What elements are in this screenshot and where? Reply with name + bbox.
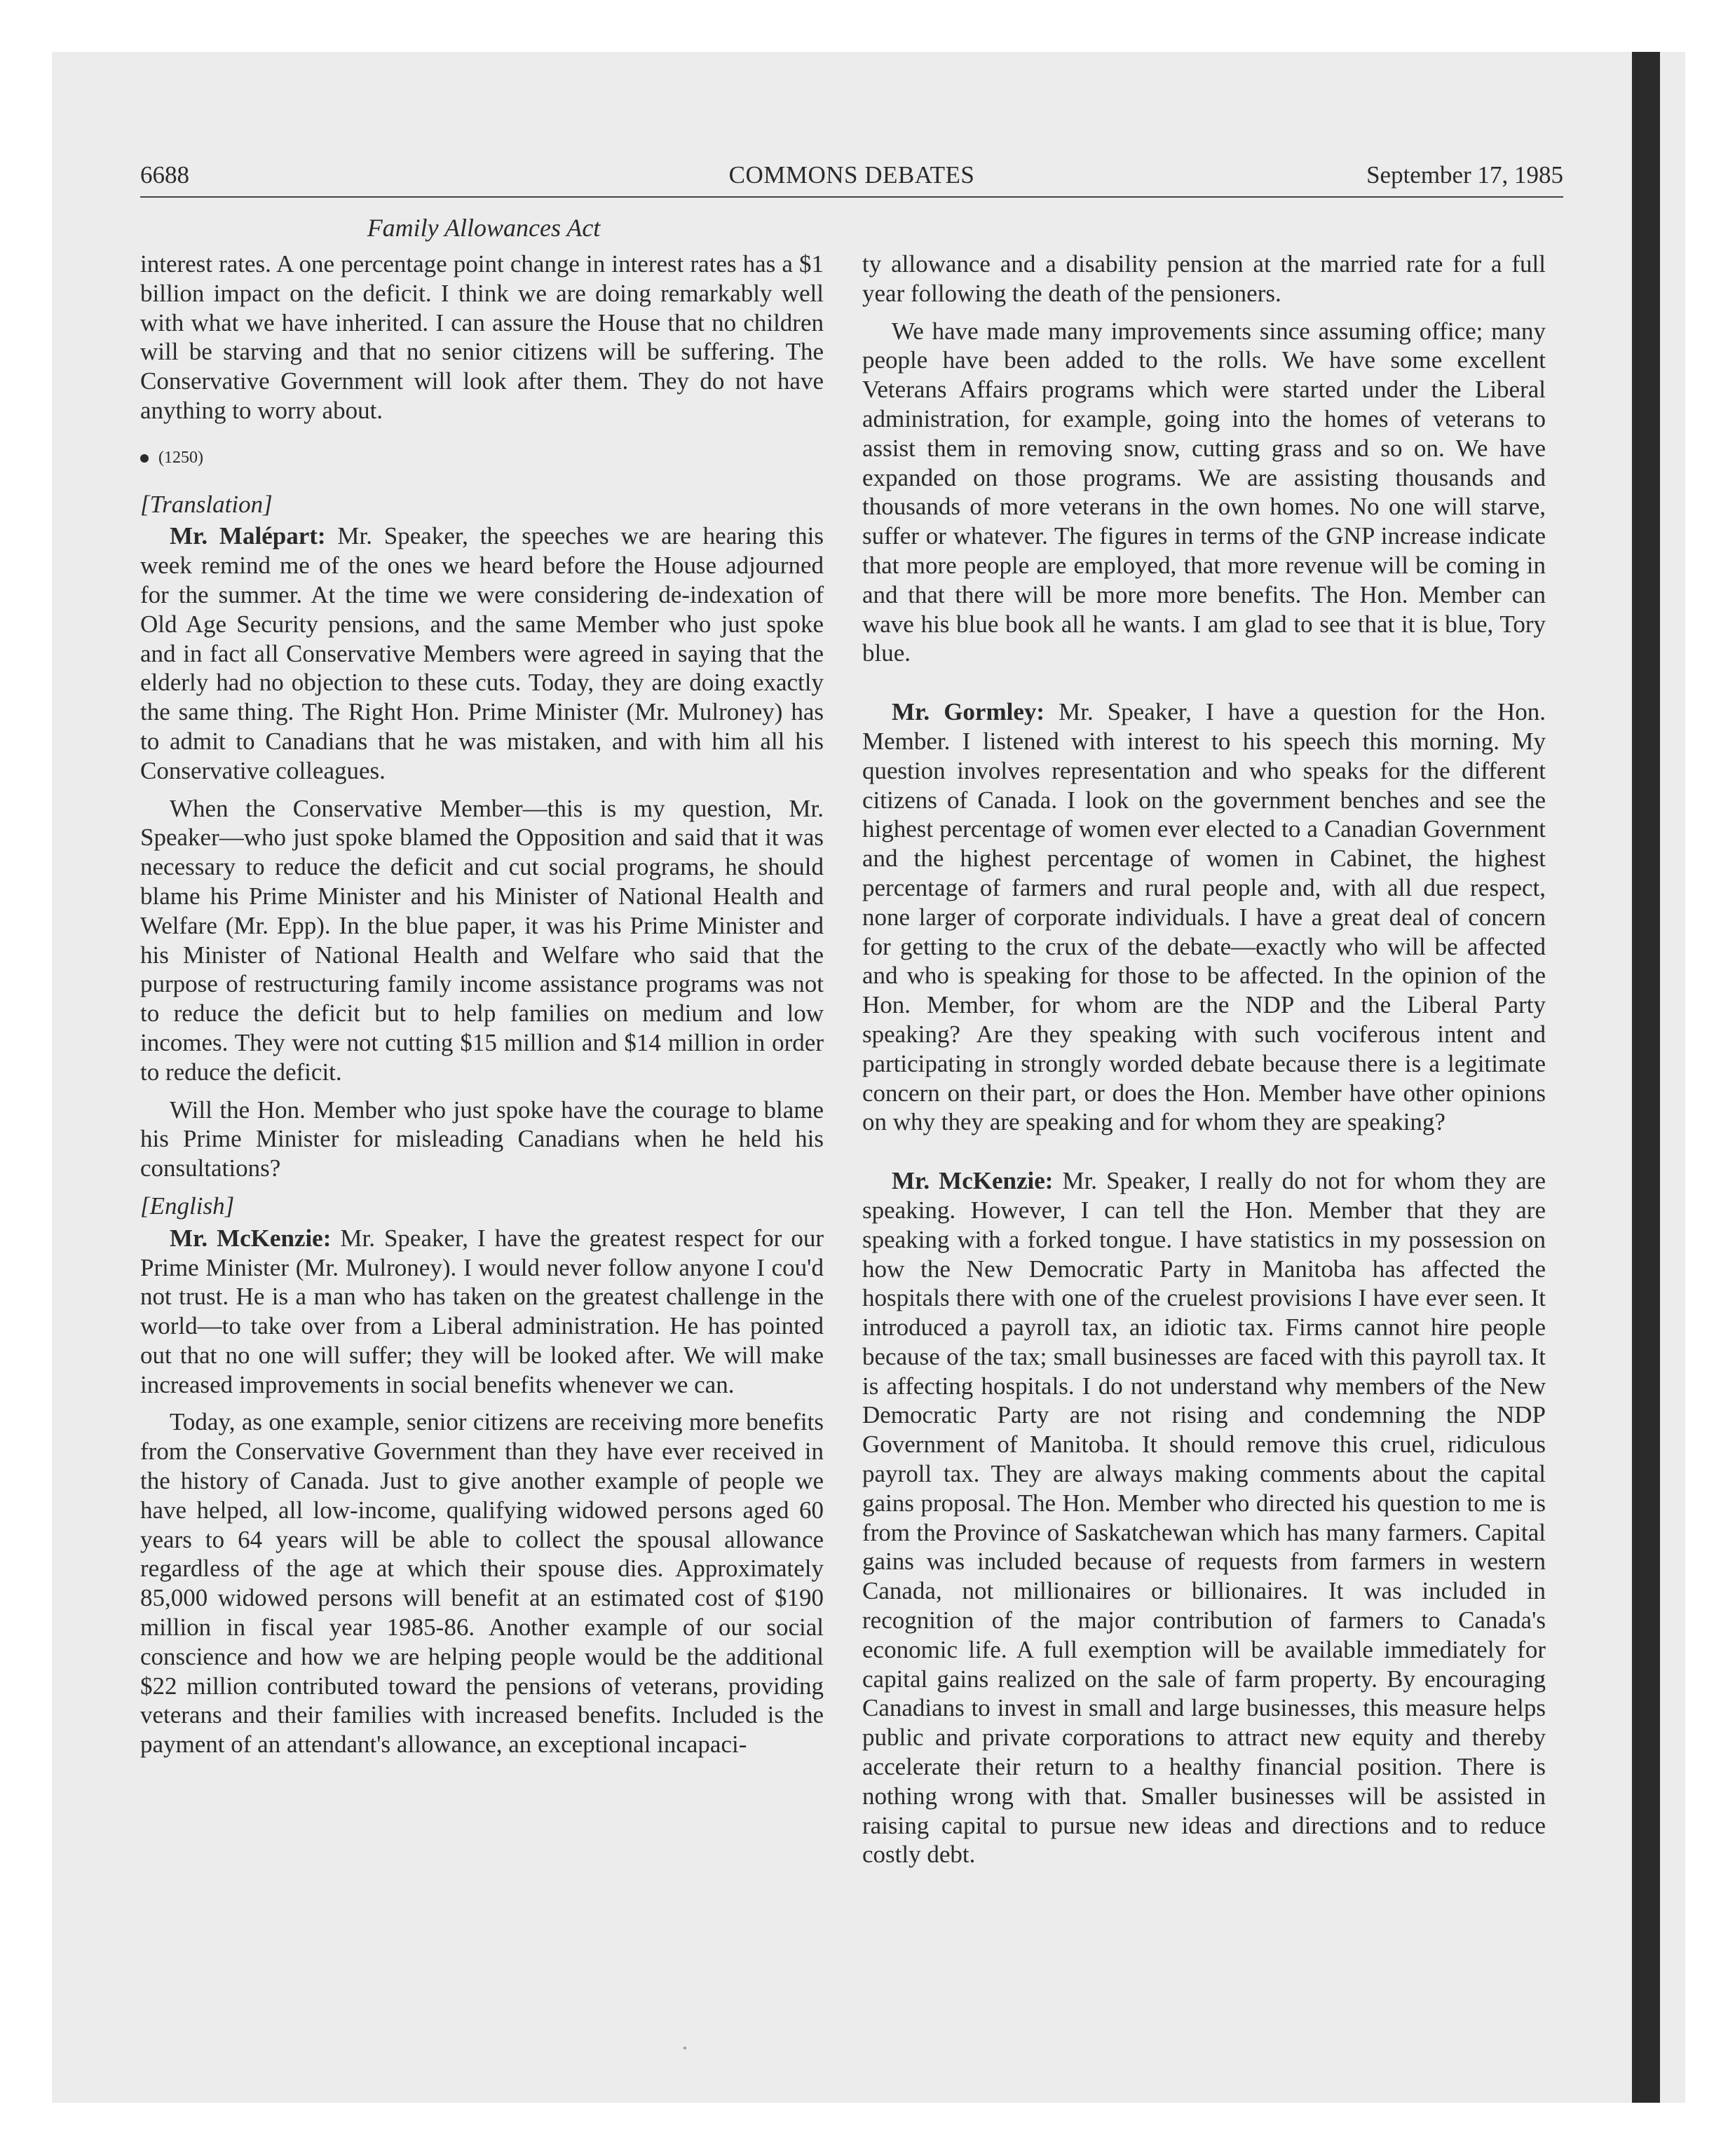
- running-title: Family Allowances Act: [367, 214, 601, 242]
- speaker-name: Mr. McKenzie:: [892, 1167, 1054, 1195]
- paragraph: [140, 521, 824, 785]
- page-number: 6688: [140, 161, 189, 189]
- paragraph: [862, 697, 1546, 1137]
- paragraph: Will the Hon. Member who just spoke have the courage to blame his Prime Minister for misleading Canadians when he held his consultations?: [140, 1096, 824, 1182]
- paragraph: interest rates. A one percentage point change in interest rates has a $1 billion impact on the deficit. I think we are doing remarkably well with what we have inherited. I can assure the House that no children will be starving and that no senior citizens will be suffering. The Conservative Government will look after them. They do not have anything to worry about.: [140, 250, 824, 424]
- speaker-name: Mr. Malépart:: [170, 522, 326, 550]
- time-marker: [140, 444, 824, 473]
- spacer: [862, 676, 1546, 697]
- speech-text: Mr. Speaker, I really do not for whom they are speaking. However, I can tell the Hon. Member that they are speaking with a forked tongue. I have statistics in my possession on how the New Democratic Party in Manitoba has affected the hospitals there with one of the cruelest provisions I have ever seen. It introduced a payroll tax, an idiotic tax. Firms cannot hire people because of the tax; small businesses are faced with this payroll tax. It is affecting hospitals. I do not understand why members of the New Democratic Party are not rising and condemning the NDP Government of Manitoba. It should remove this cruel, ridiculous payroll tax. They are always making comments about the capital gains proposal. The Hon. Member who directed his question to me is from the Province of Saskatchewan which has many farmers. Capital gains was included because of requests from farmers in western Canada, not millionaires or billionaires. It was included in recognition of the major contribution of farmers to Canada's economic life. A full exemption will be available immediately for capital gains realized on the sale of farm property. By encouraging Canadians to invest in small and large businesses, this measure helps public and private corporations to attract new equity and thereby accelerate their return to a healthy financial position. There is nothing wrong with that. Smaller businesses will be assisted in raising capital to pursue new ideas and directions and to reduce costly debt.: [862, 1167, 1546, 1869]
- paragraph: [862, 1166, 1546, 1869]
- paragraph: We have made many improvements since assuming office; many people have been added to the rolls. We have some excellent Veterans Affairs programs which were started under the Liberal administration, for example, going into the homes of veterans to assist them in removing snow, cutting grass and so on. We have expanded on those programs. We are assisting thousands and thousands of more veterans in the own homes. No one will starve, suffer or whatever. The figures in terms of the GNP increase indicate that more people are employed, that more revenue will be coming in and that there will be more more benefits. The Hon. Member can wave his blue book all he wants. I am glad to see that it is blue, Tory blue.: [862, 317, 1546, 667]
- paragraph: When the Conservative Member—this is my question, Mr. Speaker—who just spoke blamed the Opposition and said that it was necessary to reduce the deficit and cut social programs, he should blame his Prime Minister and his Minister of National Health and Welfare (Mr. Epp). In the blue paper, it was his Prime Minister and his Minister of National Health and Welfare who said that the purpose of restructuring family income assistance programs was not to reduce the deficit but to help families on medium and low incomes. They were not cutting $15 million and $14 million in order to reduce the deficit.: [140, 794, 824, 1086]
- left-column: [140, 250, 824, 1960]
- spacer: [862, 1145, 1546, 1166]
- speech-text: Mr. Speaker, the speeches we are hearing this week remind me of the ones we heard before the House adjourned for the summer. At the time we were considering de-indexation of Old Age Security pensions, and the same Member who just spoke and in fact all Conservative Members were agreed in saying that the elderly had no objection to these cuts. Today, they are doing exactly the same thing. The Right Hon. Prime Minister (Mr. Mulroney) has to admit to Canadians that he was mistaken, and with him all his Conservative colleagues.: [140, 522, 824, 784]
- right-column: [862, 250, 1546, 1960]
- language-label-text: English: [149, 1192, 225, 1220]
- paragraph: ty allowance and a disability pension at the married rate for a full year following the death of the pensioners.: [862, 250, 1546, 307]
- time-marker-text: (1250): [158, 448, 203, 467]
- scan-speck: [683, 2047, 686, 2049]
- bullet-dot-icon: [140, 454, 149, 463]
- speech-text: Mr. Speaker, I have a question for the Hon. Member. I listened with interest to his speech this morning. My question involves representation and who speaks for the different citizens of Canada. I look on the government benches and see the highest percentage of women ever elected to a Canadian Government and the highest percentage of women in Cabinet, the highest percentage of farmers and rural people and, with all due respect, none larger of corporate individuals. I have a great deal of concern for getting to the crux of the debate—exactly who will be affected and who is speaking for those to be affected. In the opinion of the Hon. Member, for whom are the NDP and the Liberal Party speaking? Are they speaking with such vociferous intent and participating in strongly worded debate because there is a legitimate concern on their part, or does the Hon. Member have other opinions on why they are speaking and for whom they are speaking?: [862, 698, 1546, 1136]
- paragraph: [140, 1224, 824, 1400]
- header-rule: [140, 196, 1563, 198]
- language-label-text: Translation: [149, 490, 264, 518]
- speaker-name: Mr. Gormley:: [892, 698, 1045, 726]
- page-header: [140, 161, 1563, 195]
- speaker-name: Mr. McKenzie:: [170, 1224, 332, 1252]
- publication-title: COMMONS DEBATES: [728, 161, 975, 189]
- paragraph: Today, as one example, senior citizens are receiving more benefits from the Conservative Government than they have ever received in the history of Canada. Just to give another example of people we have helped, all low-income, qualifying widowed persons aged 60 years to 64 years will be able to collect the spousal allowance regardless of the age at which their spouse dies. Approximately 85,000 widowed persons will benefit at an estimated cost of $190 million in fiscal year 1985-86. Another example of our social conscience and how we are helping people would be the additional $22 million contributed toward the pensions of veterans, providing veterans and their families with increased benefits. Included is the payment of an attendant's allowance, an exceptional incapaci-: [140, 1408, 824, 1759]
- language-label: [Translation]: [140, 490, 273, 518]
- publication-date: September 17, 1985: [1366, 161, 1563, 189]
- scanner-edge-shadow: [1632, 52, 1660, 2103]
- speech-text: Mr. Speaker, I have the greatest respect for our Prime Minister (Mr. Mulroney). I would never follow anyone I cou'd not trust. He is a man who has taken on the greatest challenge in the world—to take over from a Liberal administration. He has pointed out that no one will suffer; they will be looked after. We will make increased improvements in social benefits whenever we can.: [140, 1224, 824, 1398]
- language-label: [English]: [140, 1192, 235, 1220]
